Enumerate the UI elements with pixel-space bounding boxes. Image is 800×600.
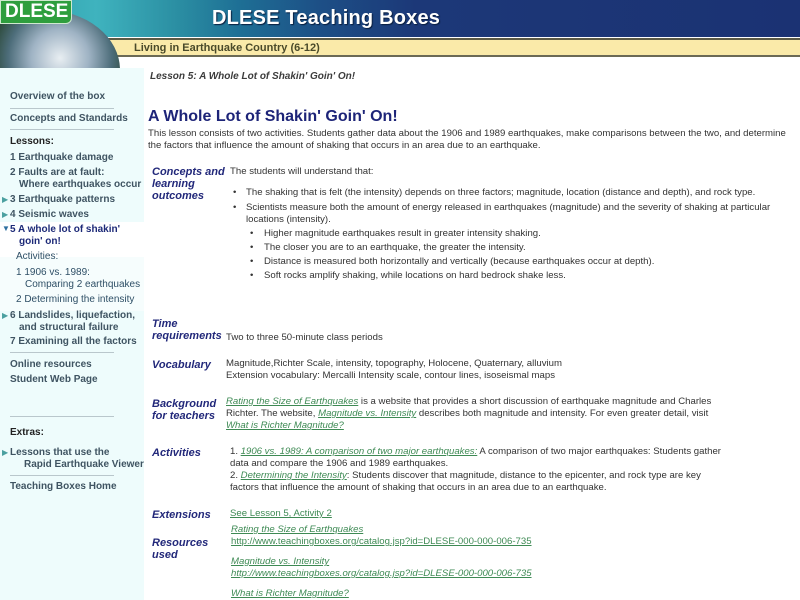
activity-1-text: A comparison of two major earthquakes: Students gather data and compare the 1906 and 1989 earthquakes. <box>230 446 721 469</box>
activities-label: Activities <box>152 447 201 459</box>
resources-content <box>231 524 731 600</box>
activity-item-1 <box>230 446 730 470</box>
concept-bullet: • Scientists measure both the amount of energy released in earthquakes (magnitude) and the severity of shaking at particular locations (intensity). <box>230 202 790 226</box>
divider <box>10 475 114 476</box>
resource-url-link[interactable]: http://www.teachingboxes.org/catalog.jsp?id=DLESE-000-000-006-735 <box>231 568 532 579</box>
extras-line1: Lessons that use the <box>10 447 110 458</box>
background-label-line1: Background <box>152 398 217 410</box>
resources-label-line2: used <box>152 549 178 561</box>
concept-bullet: • The shaking that is felt (the intensity) depends on three factors; magnitude, location (distance and depth), and rock type. <box>230 187 790 199</box>
sidebar-activity-2[interactable]: 2 Determining the intensity <box>16 294 135 305</box>
earth-globe-image <box>0 0 120 68</box>
magnitude-intensity-link[interactable]: Magnitude vs. Intensity <box>318 408 417 419</box>
lessons-heading: Lessons: <box>10 136 54 147</box>
lesson-6-line1: 6 Landslides, liquefaction, <box>10 310 136 321</box>
activity-1-line1: 1 1906 vs. 1989: <box>16 267 90 278</box>
sidebar-item-overview[interactable]: Overview of the box <box>10 91 106 102</box>
concepts-sublist <box>230 228 790 282</box>
activities-content <box>230 446 730 494</box>
vocabulary-label: Vocabulary <box>152 359 211 371</box>
expand-arrow-icon[interactable]: ▶ <box>2 311 9 320</box>
time-value: Two to three 50-minute class periods <box>226 332 383 343</box>
divider <box>10 352 114 353</box>
extensions-link[interactable]: See Lesson 5, Activity 2 <box>230 508 332 519</box>
time-label-line1: Time <box>152 318 178 330</box>
vocabulary-content <box>226 358 786 382</box>
divider <box>10 108 114 109</box>
sidebar-item-lesson-3[interactable]: 3 Earthquake patterns <box>10 194 116 205</box>
lesson-6-line2: and structural failure <box>19 322 119 333</box>
sidebar-activity-1[interactable] <box>16 267 140 291</box>
extras-line2: Rapid Earthquake Viewer <box>24 459 144 470</box>
page-header <box>0 0 800 68</box>
divider <box>10 416 114 417</box>
activity-number: 2. <box>230 470 241 481</box>
concept-sub-bullet: • Soft rocks amplify shaking, while locations on hard bedrock shake less. <box>230 270 790 282</box>
lesson-2-line1: 2 Faults are at fault: <box>10 167 105 178</box>
richter-magnitude-link[interactable]: What is Richter Magnitude? <box>226 420 344 431</box>
sidebar-item-teaching-boxes-home[interactable]: Teaching Boxes Home <box>10 481 117 492</box>
activity-item-2 <box>230 470 730 494</box>
activity-1-line2: Comparing 2 earthquakes <box>25 279 141 290</box>
concepts-label: Concepts and learning outcomes <box>152 166 225 202</box>
vocabulary-line2: Extension vocabulary: Mercalli Intensity scale, contour lines, isoseismal maps <box>226 370 555 381</box>
sidebar-item-student-web-page[interactable]: Student Web Page <box>10 374 98 385</box>
time-label <box>152 318 222 342</box>
concept-sub-bullet: • The closer you are to an earthquake, the greater the intensity. <box>230 242 790 254</box>
expand-arrow-icon[interactable]: ▶ <box>2 448 9 457</box>
activity-2-text: : Students discover that magnitude, distance to the epicenter, and rock type are key factors that influence the amount of shaking that occurs in an area due to an earthquake. <box>230 470 701 493</box>
sidebar-item-lesson-6[interactable] <box>10 310 135 334</box>
sidebar-item-lesson-1[interactable]: 1 Earthquake damage <box>10 152 114 163</box>
concepts-content <box>230 166 790 284</box>
box-title[interactable]: Living in Earthquake Country (6-12) <box>134 42 320 54</box>
resource-item <box>231 588 731 600</box>
sidebar-item-lesson-4[interactable]: 4 Seismic waves <box>10 209 89 220</box>
extensions-content <box>230 508 332 520</box>
sidebar-nav <box>0 68 144 600</box>
box-title-bar <box>100 38 800 57</box>
main-content <box>148 68 800 600</box>
background-label <box>152 398 216 422</box>
page-title: A Whole Lot of Shakin' Goin' On! <box>148 108 398 125</box>
background-text: is a website that provides a short discussion of earthquake magnitude and Charles Richter. The website, <box>226 396 712 419</box>
extensions-label: Extensions <box>152 509 211 521</box>
concept-sub-bullet: • Higher magnitude earthquakes result in greater intensity shaking. <box>230 228 790 240</box>
extras-heading: Extras: <box>10 427 44 438</box>
lesson-2-line2: Where earthquakes occur <box>19 179 142 190</box>
resources-label <box>152 537 208 561</box>
logo-text: DLESE <box>5 1 69 22</box>
resource-title-link[interactable]: Magnitude vs. Intensity <box>231 556 330 567</box>
concept-sub-bullet: • Distance is measured both horizontally and vertically (because earthquakes occur at depth). <box>230 256 790 268</box>
expand-arrow-icon[interactable]: ▶ <box>2 210 9 219</box>
background-label-line2: for teachers <box>152 410 215 422</box>
sidebar-item-lesson-7[interactable]: 7 Examining all the factors <box>10 336 137 347</box>
resource-item <box>231 524 731 548</box>
resources-label-line1: Resources <box>152 537 209 549</box>
vocabulary-line1: Magnitude,Richter Scale, intensity, topography, Holocene, Quaternary, alluvium <box>226 358 562 369</box>
collapse-arrow-icon[interactable]: ▼ <box>2 224 10 233</box>
divider <box>10 129 114 130</box>
concepts-lead: The students will understand that: <box>230 166 374 177</box>
banner <box>0 0 800 37</box>
lesson-5-line2: goin' on! <box>19 236 61 247</box>
sidebar-item-lesson-2[interactable] <box>10 167 141 191</box>
lesson-5-line1: 5 A whole lot of shakin' <box>10 224 120 235</box>
resource-title-link[interactable]: What is Richter Magnitude? <box>231 588 349 599</box>
site-title: DLESE Teaching Boxes <box>212 7 441 29</box>
activity-1-link[interactable]: 1906 vs. 1989: A comparison of two major earthquakes: <box>240 446 478 457</box>
background-text: describes both magnitude and intensity. For even greater detail, visit <box>416 408 709 419</box>
lesson-breadcrumb: Lesson 5: A Whole Lot of Shakin' Goin' On! <box>150 71 356 82</box>
activity-2-link[interactable]: Determining the Intensity <box>240 470 347 481</box>
sidebar-item-rev-lessons[interactable] <box>10 447 144 471</box>
activities-heading: Activities: <box>16 251 59 262</box>
rating-size-link[interactable]: Rating the Size of Earthquakes <box>226 396 359 407</box>
sidebar-item-lesson-5[interactable] <box>10 224 120 248</box>
time-label-line2: requirements <box>152 330 222 342</box>
sidebar-item-online-resources[interactable]: Online resources <box>10 359 92 370</box>
sidebar-item-concepts[interactable]: Concepts and Standards <box>10 113 128 124</box>
lesson-intro: This lesson consists of two activities. Students gather data about the 1906 and 1989 earthquakes, make comparisons between the two, and determine the factors that influence the amount of shaking that occurs in an area due to an earthquake. <box>148 128 786 151</box>
dlese-logo[interactable] <box>0 0 72 24</box>
concepts-list <box>230 187 790 226</box>
resource-title-link[interactable]: Rating the Size of Earthquakes <box>231 524 364 535</box>
expand-arrow-icon[interactable]: ▶ <box>2 195 9 204</box>
resource-url-link[interactable]: http://www.teachingboxes.org/catalog.jsp?id=DLESE-000-000-006-735 <box>231 536 532 547</box>
activity-number: 1. <box>230 446 241 457</box>
background-content <box>226 396 726 432</box>
resource-item <box>231 556 731 580</box>
